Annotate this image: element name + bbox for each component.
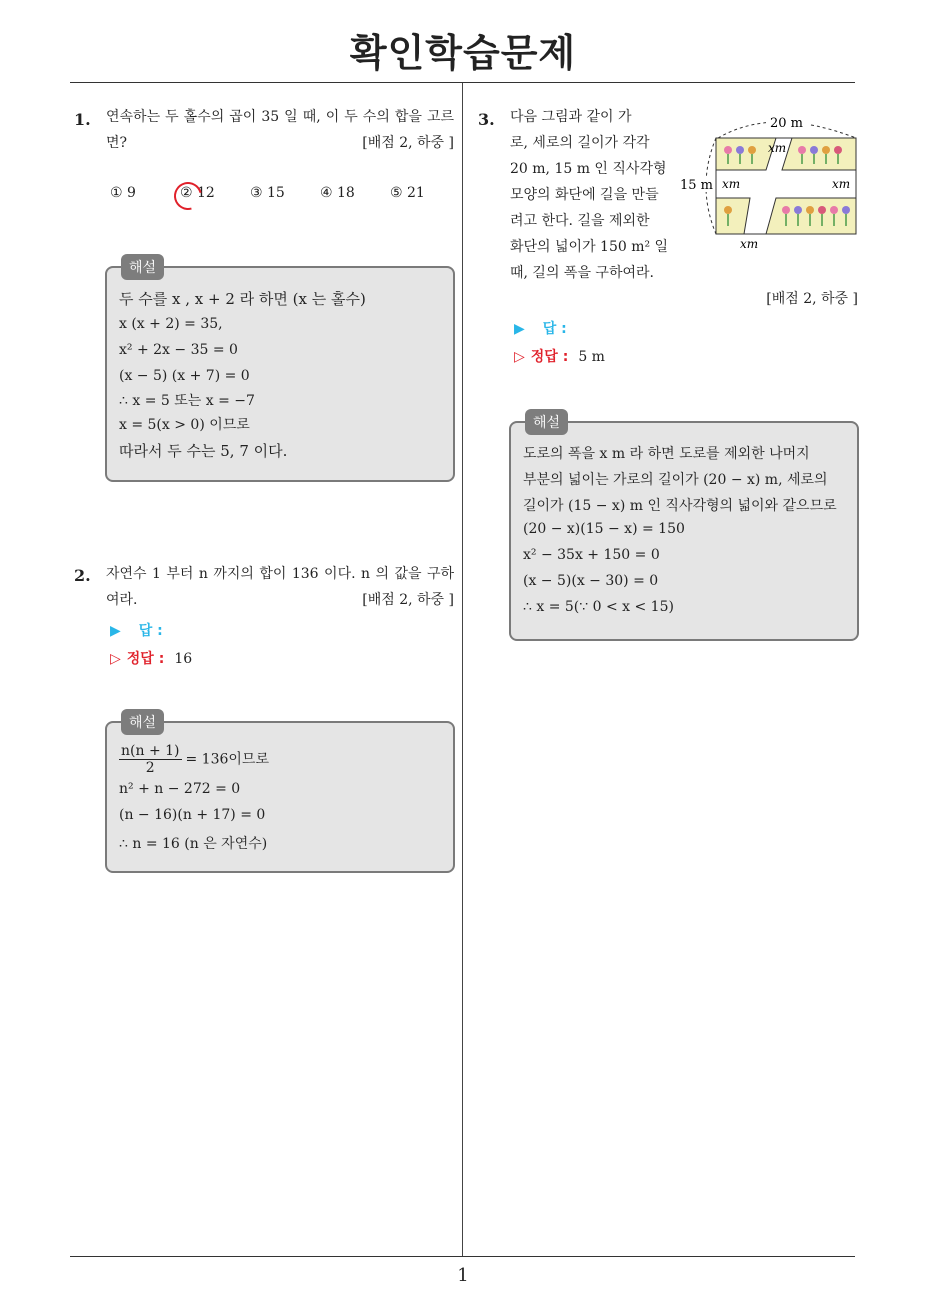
choice-2[interactable]: ② 12 [180, 185, 215, 201]
choice-3[interactable]: ③ 15 [250, 185, 285, 201]
bottom-rule [70, 1256, 855, 1257]
question-2-body: 자연수 1 부터 n 까지의 합이 136 이다. n 의 값을 구하여라. [106, 566, 454, 608]
bed-top-left [716, 138, 776, 170]
correct-label: 정답 : [126, 651, 165, 667]
answer-marker-icon: ▶ [110, 623, 121, 639]
explanation-line: x² − 35x + 150 = 0 [523, 547, 660, 563]
bed-bottom-left [716, 198, 750, 234]
explanation-line: ∴ n = 16 (n 은 자연수) [119, 836, 268, 852]
question-3-text [510, 104, 670, 286]
explanation-line: ∴ x = 5 또는 x = −7 [119, 393, 255, 409]
width-label: 20 m [770, 116, 804, 131]
question-3-line: 려고 한다. 길을 제외한 [510, 213, 650, 229]
explanation-line: (x − 5) (x + 7) = 0 [119, 368, 250, 384]
question-2-text [106, 561, 454, 613]
flowerbed-figure [678, 112, 862, 252]
fraction-rest: = 136이므로 [185, 751, 269, 768]
explanation-line: 따라서 두 수는 5, 7 이다. [119, 442, 288, 460]
explanation-line: (n − 16)(n + 17) = 0 [119, 807, 266, 823]
correct-value: 5 m [578, 349, 605, 365]
column-divider [462, 83, 463, 1256]
explanation-line: x = 5(x > 0) 이므로 [119, 417, 250, 433]
correct-mark-circle [169, 177, 207, 215]
explanation-line: x² + 2x − 35 = 0 [119, 342, 238, 358]
page-title: 확인학습문제 [349, 31, 577, 75]
question-3-line: 다음 그림과 같이 가 [510, 109, 632, 125]
question-1-number: 1. [74, 110, 91, 129]
choice-1[interactable]: ① 9 [110, 185, 136, 201]
question-1-explanation-box [105, 260, 455, 482]
explanation-line: 길이가 (15 − x) m 인 직사각형의 넓이와 같으므로 [523, 498, 837, 514]
explanation-tag: 해설 [121, 254, 164, 280]
explanation-fraction-line [119, 743, 269, 776]
explanation-line: 도로의 폭을 x m 라 하면 도로를 제외한 나머지 [523, 446, 810, 462]
question-3-line: 20 m, 15 m 인 직사각형 [510, 161, 667, 177]
question-3-line: 때, 길의 폭을 구하여라. [510, 265, 654, 281]
question-2-number: 2. [74, 566, 91, 585]
correct-marker-icon: ▷ [110, 651, 121, 667]
explanation-line: n² + n − 272 = 0 [119, 781, 241, 797]
question-3-number: 3. [478, 110, 495, 129]
explanation-line: 두 수를 x , x + 2 라 하면 (x 는 홀수) [119, 290, 366, 308]
question-2-points: [배점 2, 하중 ] [362, 592, 454, 608]
correct-value: 16 [174, 651, 193, 667]
question-2-correct-line [110, 648, 192, 668]
question-3-explanation-box [509, 415, 859, 641]
explanation-line: (20 − x)(15 − x) = 150 [523, 521, 685, 537]
question-1-text [106, 104, 454, 156]
bed-bottom-right [766, 198, 856, 234]
question-3-line: 로, 세로의 길이가 각각 [510, 135, 650, 151]
correct-label: 정답 : [530, 349, 569, 365]
answer-marker-icon: ▶ [514, 321, 525, 337]
height-label: 15 m [680, 178, 714, 193]
question-1-points: [배점 2, 하중 ] [362, 135, 454, 151]
explanation-line: ∴ x = 5(∵ 0 < x < 15) [523, 599, 674, 615]
fraction [119, 743, 182, 776]
question-3-line: 모양의 화단에 길을 만들 [510, 187, 659, 203]
question-3-points: [배점 2, 하중 ] [766, 291, 858, 307]
answer-label: 답 : [138, 623, 163, 639]
fraction-numerator: n(n + 1) [121, 743, 180, 759]
question-1-body: 연속하는 두 홀수의 곱이 35 일 때, 이 두 수의 합을 고르면? [106, 109, 454, 151]
road-label-right: xm [832, 177, 851, 191]
question-3-answer-line [514, 318, 567, 338]
explanation-line: (x − 5)(x − 30) = 0 [523, 573, 659, 589]
explanation-line: 부분의 넓이는 가로의 길이가 (20 − x) m, 세로의 [523, 472, 828, 488]
choice-4[interactable]: ④ 18 [320, 185, 355, 201]
question-2-answer-line [110, 620, 163, 640]
correct-marker-icon: ▷ [514, 349, 525, 365]
choice-5[interactable]: ⑤ 21 [390, 185, 425, 201]
road-label-bottom: xm [740, 237, 759, 251]
explanation-line: x (x + 2) = 35, [119, 316, 223, 332]
explanation-tag: 해설 [121, 709, 164, 735]
question-2-explanation-box [105, 715, 455, 873]
road-label-left: xm [722, 177, 741, 191]
question-3-correct-line [514, 346, 605, 366]
road-label-top: xm [768, 141, 787, 155]
page-number: 1 [457, 1265, 469, 1286]
question-3-line: 화단의 넓이가 150 m² 일 [510, 239, 669, 255]
bed-top-right [782, 138, 856, 170]
explanation-tag: 해설 [525, 409, 568, 435]
fraction-denominator: 2 [145, 760, 155, 776]
answer-label: 답 : [542, 321, 567, 337]
